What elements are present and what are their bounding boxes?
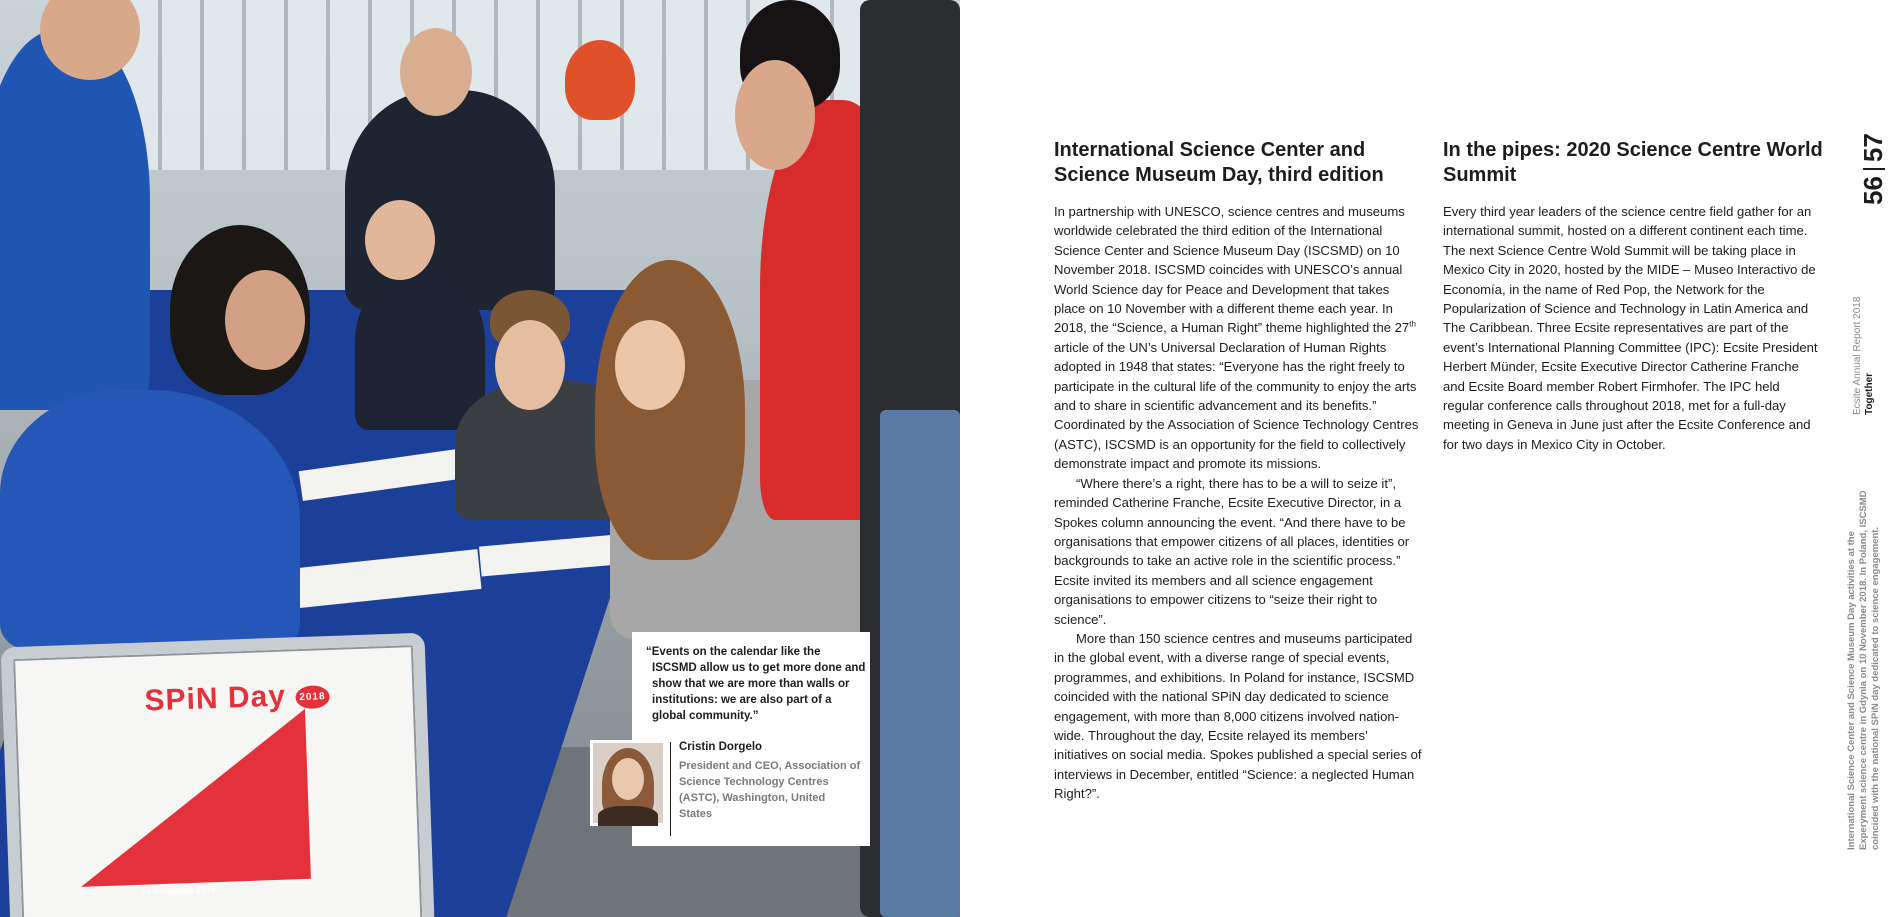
page-number-right: 57 [1858, 133, 1888, 163]
article-iscsmd [1054, 138, 1424, 804]
article-iscsmd-paragraph-2: “Where there’s a right, there has to be a will to seize it”, reminded Catherine Franche, Ecsite Executive Director, in a Spokes column announcing the event. “And there have to be organisations that empower citizens of all places, identities or backgrounds to take an active role in the scientific process.” Ecsite invited its members and all science engagement organisations to empower citizens to “seize their right to science”. [1054, 475, 1410, 627]
page-numbers [1858, 133, 1889, 205]
photo-caption: International Science Center and Science Museum Day activities at the Experyment science centre in Gdynia on 10 November 2018. In Poland, ISCSMD coincided with the national SPiN day dedicated to science engagement. [1846, 490, 1881, 850]
quote-author-name: Cristin Dorgelo [679, 741, 763, 753]
article-iscsmd-paragraph-1: In partnership with UNESCO, science centres and museums worldwide celebrated the third edition of the International Science Center and Science Museum Day (ISCSMD) on 10 November 2018. ISCSMD coincides with UNESCO’s annual World Science day for Peace and Development that takes place on 10 November with a different theme each year. In 2018, the “Science, a Human Right” theme highlighted the 27th article of the UN’s Universal Declaration of Human Rights adopted in 1948 that states: “Everyone has the right freely to participate in the cultural life of the community to enjoy the arts and to share in scientific advancement and its benefits.” Coordinated by the Association of Science Technology Centres (ASTC), ISCSMD is an opportunity for the field to collectively demonstrate impact and promote its missions. [1054, 204, 1419, 472]
photo-person-staff-left [0, 30, 150, 410]
photo-head [495, 320, 565, 410]
photo-head [735, 60, 815, 170]
photo-person-child [355, 270, 485, 430]
photo-person-woman-blue-shirt [0, 390, 300, 650]
quote-author-portrait [590, 740, 666, 826]
quote-author-role: President and CEO, Association of Science Technology Centres (ASTC), Washington, United States [679, 760, 861, 820]
article-iscsmd-paragraph-3: More than 150 science centres and museums participated in the global event, with a diverse range of special events, programmes, and exhibitions. In Poland for instance, ISCSMD coincided with the national SPiN day dedicated to science engagement, with more than 8,000 citizens involved nation-wide. Throughout the day, Ecsite relayed its members’ initiatives on social media. Spokes published a special series of interviews in December, entitled “Science: a neglected Human Right?”. [1054, 630, 1422, 802]
photo-hair-red [565, 40, 635, 120]
spin-day-banner: SPiN Day 2018 [144, 678, 330, 718]
photo-frame-date: 10 listopada 2018 [141, 884, 216, 897]
quote-divider [670, 742, 671, 836]
pull-quote-text: “Events on the calendar like the ISCSMD allow us to get more done and show that we are more than walls or institutions: we are also part of a global community.” [646, 646, 866, 722]
photo-head [365, 200, 435, 280]
article-iscsmd-heading: International Science Center and Science Museum Day, third edition [1054, 139, 1384, 186]
photo-spin-day-frame [1, 633, 436, 917]
photo-head [400, 28, 472, 116]
section-name: Together [1864, 372, 1875, 415]
photo-red-map-shape [75, 709, 311, 887]
page-number-left: 56 [1858, 176, 1888, 205]
article-world-summit-paragraph: Every third year leaders of the science centre field gather for an international summit, hosted on a different continent each time. The next Science Centre Wold Summit will be taking place in Mexico City in 2020, hosted by the MIDE – Museo Interactivo de Economía, in the name of Red Pop, the Network for the Popularization of Science and Technology in Latin America and The Caribbean. Three Ecsite representatives are part of the event’s International Planning Committee (IPC): Ecsite President Herbert Münder, Ecsite Executive Director Catherine Franche and Ecsite Board member Robert Firmhofer. The IPC held regular conference calls throughout 2018, met for a full-day meeting in Geneva in June just after the Ecsite Conference and for two days in Mexico City in October. [1443, 204, 1818, 452]
photo-head [615, 320, 685, 410]
photo-hair-long [595, 260, 745, 560]
article-world-summit [1443, 138, 1823, 454]
article-world-summit-heading: In the pipes: 2020 Science Centre World Summit [1443, 139, 1823, 186]
photo-jeans [880, 410, 960, 917]
report-running-head [1852, 297, 1876, 415]
photo-head [225, 270, 305, 370]
report-title: Ecsite Annual Report 2018 [1852, 296, 1863, 415]
page-number-divider [1863, 168, 1885, 170]
